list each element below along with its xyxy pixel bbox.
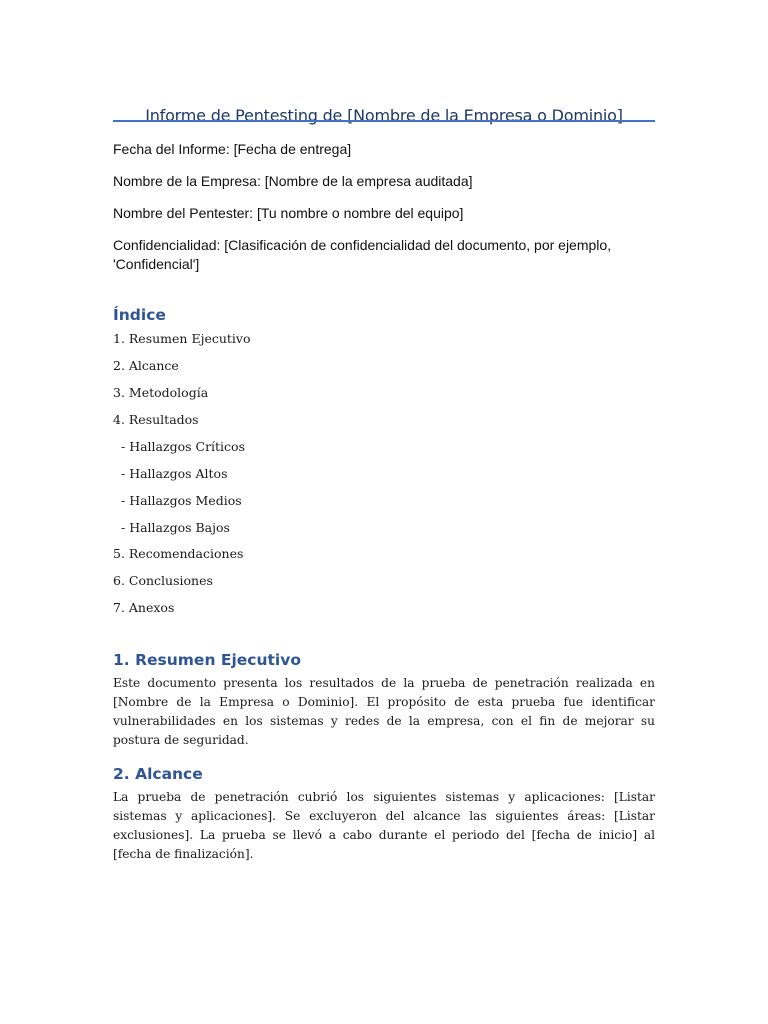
toc-heading: Índice: [113, 306, 166, 324]
company-name-line: Nombre de la Empresa: [Nombre de la empresa auditada]: [113, 173, 473, 189]
toc-item: 6. Conclusiones: [113, 573, 213, 588]
toc-item: 3. Metodología: [113, 385, 209, 400]
toc-item: 2. Alcance: [113, 358, 179, 373]
toc-subitem: - Hallazgos Críticos: [121, 439, 245, 454]
document-title: Informe de Pentesting de [Nombre de la Empresa o Dominio]: [145, 105, 623, 125]
toc-subitem: - Hallazgos Medios: [121, 493, 242, 508]
section-body-executive-summary: Este documento presenta los resultados de la prueba de penetración realizada en [Nombre de la Empresa o Dominio]. El propósito de esta prueba fue identificar vulnerabilidades en los sistemas y redes de la empresa, con el fin de mejorar su postura de seguridad.: [113, 676, 655, 747]
confidentiality-line: Confidencialidad: [Clasificación de confidencialidad del documento, por ejemplo, 'Confidencial']: [113, 237, 612, 272]
toc-item: 4. Resultados: [113, 412, 199, 427]
pentester-name-line: Nombre del Pentester: [Tu nombre o nombre del equipo]: [113, 205, 464, 221]
section-body-scope: La prueba de penetración cubrió los siguientes sistemas y aplicaciones: [Listar sistemas y aplicaciones]. Se excluyeron del alcance las siguientes áreas: [Listar exclusiones]. La prueba se llevó a cabo durante el periodo del [fecha de inicio] al [fecha de finalización].: [113, 790, 655, 861]
section-heading-executive-summary: 1. Resumen Ejecutivo: [113, 651, 301, 669]
toc-subitem: - Hallazgos Bajos: [121, 520, 230, 535]
toc-subitem: - Hallazgos Altos: [121, 466, 228, 481]
report-date-line: Fecha del Informe: [Fecha de entrega]: [113, 141, 352, 157]
section-heading-scope: 2. Alcance: [113, 765, 203, 783]
toc-item: 5. Recomendaciones: [113, 546, 244, 561]
title-underline-rule: [113, 120, 655, 122]
toc-item: 1. Resumen Ejecutivo: [113, 331, 251, 346]
toc-item: 7. Anexos: [113, 600, 175, 615]
